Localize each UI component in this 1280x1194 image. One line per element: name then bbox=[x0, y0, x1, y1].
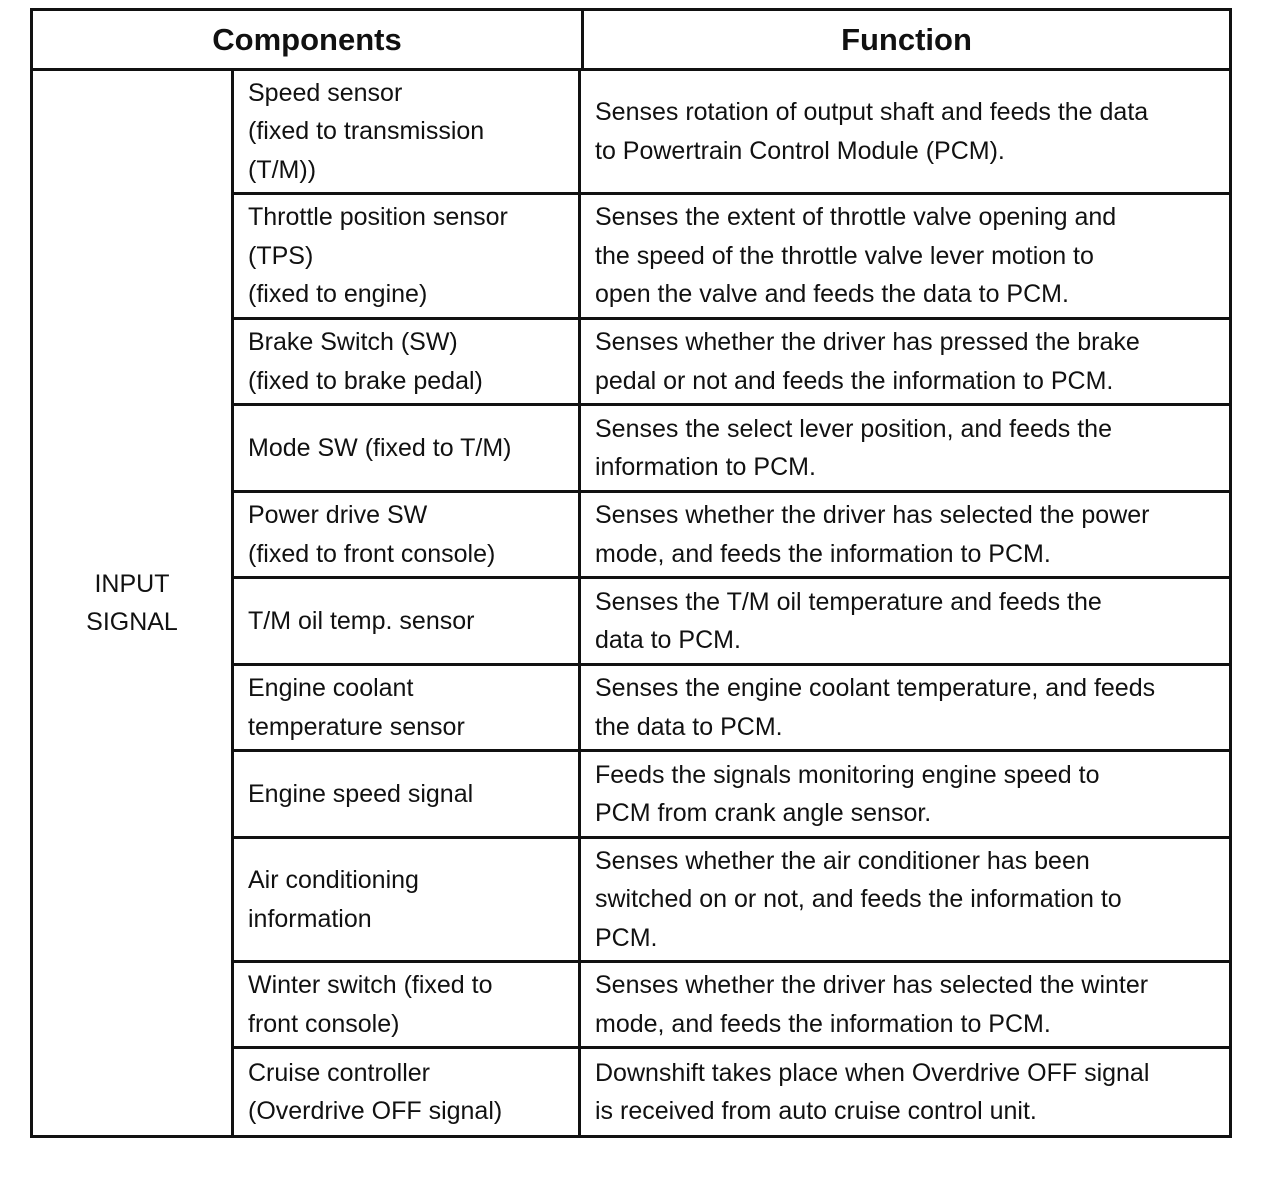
component-cell: Throttle position sensor (TPS) (fixed to engine) bbox=[234, 195, 581, 317]
components-function-table bbox=[30, 8, 1232, 1138]
table-row bbox=[234, 666, 1229, 752]
component-cell: T/M oil temp. sensor bbox=[234, 579, 581, 663]
table-row bbox=[234, 579, 1229, 666]
function-cell: Senses the extent of throttle valve opening and the speed of the throttle valve lever motion to open the valve and feeds the data to PCM. bbox=[595, 203, 1117, 309]
component-cell: Mode SW (fixed to T/M) bbox=[234, 406, 581, 490]
table-row bbox=[234, 839, 1229, 963]
function-cell: Senses the engine coolant temperature, and feeds the data to PCM. bbox=[595, 674, 1156, 741]
table-row bbox=[234, 71, 1229, 195]
table-row bbox=[234, 963, 1229, 1049]
table-row bbox=[234, 406, 1229, 493]
function-cell: Feeds the signals monitoring engine speed to PCM from crank angle sensor. bbox=[595, 760, 1100, 827]
component-cell: Brake Switch (SW) (fixed to brake pedal) bbox=[234, 320, 581, 403]
table-body bbox=[33, 71, 1229, 1135]
table-rows bbox=[234, 71, 1229, 1135]
table-row bbox=[234, 752, 1229, 839]
function-cell: Senses the T/M oil temperature and feeds the data to PCM. bbox=[595, 587, 1102, 654]
component-cell: Speed sensor (fixed to transmission (T/M)) bbox=[234, 71, 581, 192]
header-function: Function bbox=[841, 21, 972, 57]
function-cell: Senses whether the driver has selected the winter mode, and feeds the information to PCM. bbox=[595, 971, 1149, 1038]
table-row bbox=[234, 493, 1229, 579]
component-cell: Cruise controller (Overdrive OFF signal) bbox=[234, 1049, 581, 1135]
function-cell: Senses whether the driver has selected the power mode, and feeds the information to PCM. bbox=[595, 501, 1150, 568]
function-cell: Senses rotation of output shaft and feeds the data to Powertrain Control Module (PCM). bbox=[595, 98, 1149, 165]
function-cell: Senses the select lever position, and feeds the information to PCM. bbox=[595, 414, 1112, 481]
function-cell: Senses whether the driver has pressed the brake pedal or not and feeds the information to PCM. bbox=[595, 328, 1140, 395]
function-cell: Senses whether the air conditioner has been switched on or not, and feeds the information to PCM. bbox=[595, 846, 1122, 952]
component-cell: Power drive SW (fixed to front console) bbox=[234, 493, 581, 576]
component-cell: Engine coolant temperature sensor bbox=[234, 666, 581, 749]
header-components: Components bbox=[33, 11, 584, 68]
table-row bbox=[234, 320, 1229, 406]
component-cell: Engine speed signal bbox=[234, 752, 581, 836]
function-cell: Downshift takes place when Overdrive OFF signal is received from auto cruise control unit. bbox=[595, 1058, 1150, 1125]
table-row bbox=[234, 1049, 1229, 1135]
component-cell: Air conditioning information bbox=[234, 839, 581, 960]
component-cell: Winter switch (fixed to front console) bbox=[234, 963, 581, 1046]
input-signal-group-label: INPUT SIGNAL bbox=[33, 71, 234, 1135]
table-header bbox=[33, 11, 1229, 71]
table-row bbox=[234, 195, 1229, 320]
